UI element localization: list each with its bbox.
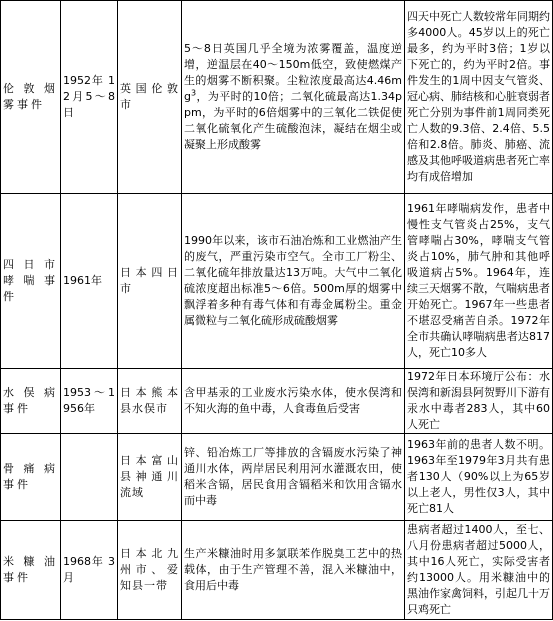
event-name-cell: 水俣病事件 [1,369,61,434]
unit-exponent: 3 [190,88,197,98]
event-time-cell: 1968年 3月 [61,521,118,620]
event-harm-cell: 1963年前的患者人数不明。1963年至1979年3月共有患者130人（90%以上为65岁以上老人，男性仅3人，其中死亡81人 [405,434,553,521]
event-time-cell: 1961年 [61,194,118,369]
event-place-cell: 英国伦敦市 [118,1,182,194]
event-harm-cell: 患病者超过1400人，至七、八月份患病者超过5000人，其中16人死亡，实际受害者约13000人。用米糠油中的黑油作家禽饲料，引起几十万只鸡死亡 [405,521,553,620]
cause-text-part: 5～8日英国几乎全境为浓雾覆盖，温度逆增，逆温层在40～150m低空，致使燃煤产生的烟雾不断积聚。尘粒浓度最高达4.46mg [184,42,402,103]
table-row [1,369,553,434]
event-name-cell: 四日市哮喘事件 [1,194,61,369]
event-time-cell [61,434,118,521]
event-time-cell: 1953～1956年 [61,369,118,434]
table-row [1,434,553,521]
event-time-cell: 1952年 12月5～8日 [61,1,118,194]
event-place-cell: 日本四日市 [118,194,182,369]
event-cause-cell [182,1,405,194]
event-place-cell: 日本北九州市、爱知县一带 [118,521,182,620]
event-cause-cell: 含甲基汞的工业废水污染水体，使水俣湾和不知火海的鱼中毒，人食毒鱼后受害 [182,369,405,434]
event-name-cell: 米糠油事件 [1,521,61,620]
event-cause-cell: 锌、铅冶炼工厂等排放的含镉废水污染了神通川水体，两岸居民利用河水灌溉农田，使稻米含镉，居民食用含镉稻米和饮用含镉水而中毒 [182,434,405,521]
event-harm-cell: 四天中死亡人数较常年同期约多4000人。45岁以上的死亡最多，约为平时3倍；1岁以下死亡的，约为平时2倍。事件发生的1周中因支气管炎、冠心病、肺结核和心脏衰弱者死亡分别为事件前1周同类死亡人数的9.3倍、2.4倍、5.5倍和2.8倍。肺炎、肺癌、流感及其他呼吸道病患者死亡率均有成倍增加 [405,1,553,194]
event-name-cell: 伦敦烟雾事件 [1,1,61,194]
event-place-cell: 日本熊本县水俣市 [118,369,182,434]
event-harm-cell: 1961年哮喘病发作，患者中慢性支气管炎占25%，支气管哮喘占30%，哮喘支气管炎占10%，肺气肿和其他呼吸道病占5%。1964年，连续三天烟雾不散，气喘病患者开始死亡。1967年一些患者不堪忍受痛苦自杀。1972年全市共确认哮喘病患者达817人，死亡10多人 [405,194,553,369]
event-cause-cell: 生产米糠油时用多氯联苯作脱臭工艺中的热载体，由于生产管理不善，混入米糠油中，食用后中毒 [182,521,405,620]
table-row [1,194,553,369]
cause-text-part: ，为平时的10倍；二氧化硫最高达1.34ppm，为平时的6倍烟雾中的三氧化二铁促使二氧化硫氧化产生硫酸泡沫，凝结在烟尘或凝聚上形成酸雾 [184,90,402,151]
event-name-cell: 骨痛病事件 [1,434,61,521]
table-row [1,521,553,620]
event-cause-cell: 1990年以来，该市石油冶炼和工业燃油产生的废气，严重污染市空气。全市工厂粉尘、二氧化硫年排放量达13万吨。大气中二氧化硫浓度超出标准5～6倍。500m厚的烟雾中飘浮着多种有毒气体和有毒金属粉尘。重金属微粒与二氧化硫形成硫酸烟雾 [182,194,405,369]
table-row [1,1,553,194]
event-harm-cell: 1972年日本环境厅公布：水俣湾和新潟县阿贺野川下游有汞水中毒者283人，其中60人死亡 [405,369,553,434]
event-place-cell: 日本富山县神通川流域 [118,434,182,521]
